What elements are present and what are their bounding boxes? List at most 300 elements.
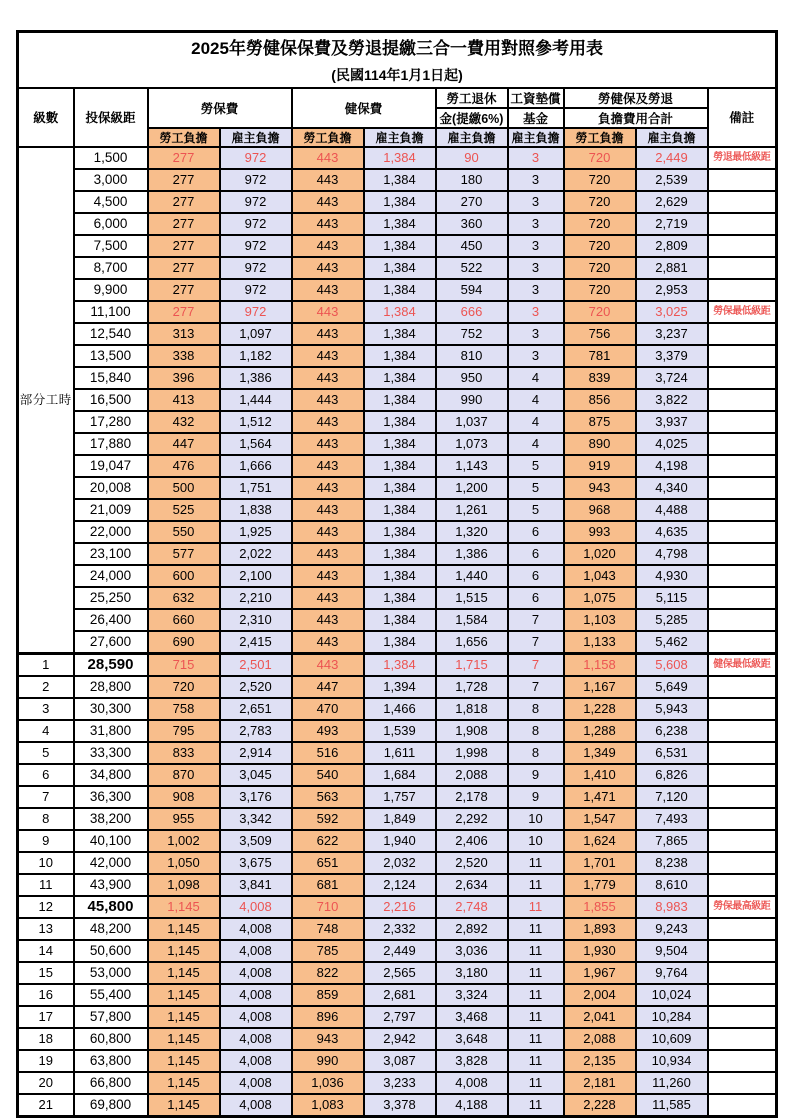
cell-level: 16 [18, 984, 74, 1006]
cell-health-employee: 443 [292, 455, 364, 477]
cell-pension-employer: 4,008 [436, 1072, 508, 1094]
cell-labor-employee: 632 [148, 587, 220, 609]
cell-bracket: 22,000 [74, 521, 148, 543]
cell-total-employer: 7,865 [636, 830, 708, 852]
cell-total-employee: 1,930 [564, 940, 636, 962]
subheader-labor-employer: 雇主負擔 [220, 128, 292, 147]
table-row [18, 477, 777, 499]
cell-health-employer: 1,384 [364, 169, 436, 191]
cell-health-employee: 443 [292, 609, 364, 631]
cell-total-employer: 5,943 [636, 698, 708, 720]
cell-health-employer: 1,611 [364, 742, 436, 764]
cell-bracket: 42,000 [74, 852, 148, 874]
cell-remark [708, 1050, 777, 1072]
cell-total-employer: 5,608 [636, 653, 708, 676]
cell-remark [708, 1094, 777, 1117]
cell-level: 13 [18, 918, 74, 940]
cell-health-employee: 470 [292, 698, 364, 720]
cell-remark [708, 345, 777, 367]
cell-pension-employer: 594 [436, 279, 508, 301]
cell-total-employee: 1,471 [564, 786, 636, 808]
cell-pension-employer: 180 [436, 169, 508, 191]
cell-bracket: 43,900 [74, 874, 148, 896]
cell-bracket: 1,500 [74, 147, 148, 169]
cell-health-employer: 1,940 [364, 830, 436, 852]
cell-health-employer: 2,942 [364, 1028, 436, 1050]
table-row [18, 389, 777, 411]
cell-level: 11 [18, 874, 74, 896]
cell-labor-employee: 277 [148, 147, 220, 169]
cell-bracket: 34,800 [74, 764, 148, 786]
table-row [18, 808, 777, 830]
cell-remark [708, 676, 777, 698]
cell-total-employee: 968 [564, 499, 636, 521]
cell-fund-employer: 7 [508, 609, 564, 631]
cell-health-employer: 1,539 [364, 720, 436, 742]
cell-total-employer: 4,340 [636, 477, 708, 499]
table-row [18, 984, 777, 1006]
cell-labor-employee: 447 [148, 433, 220, 455]
cell-labor-employee: 955 [148, 808, 220, 830]
cell-bracket: 69,800 [74, 1094, 148, 1117]
cell-labor-employee: 758 [148, 698, 220, 720]
cell-total-employer: 2,539 [636, 169, 708, 191]
cell-bracket: 6,000 [74, 213, 148, 235]
header-labor-insurance: 勞保費 [148, 88, 292, 128]
cell-fund-employer: 3 [508, 147, 564, 169]
cell-labor-employee: 277 [148, 191, 220, 213]
cell-health-employee: 443 [292, 543, 364, 565]
cell-health-employer: 1,384 [364, 301, 436, 323]
cell-remark [708, 521, 777, 543]
cell-labor-employer: 3,176 [220, 786, 292, 808]
cell-bracket: 31,800 [74, 720, 148, 742]
cell-remark [708, 235, 777, 257]
cell-labor-employer: 4,008 [220, 1072, 292, 1094]
table-row [18, 169, 777, 191]
cell-health-employee: 443 [292, 521, 364, 543]
cell-health-employer: 1,384 [364, 433, 436, 455]
cell-labor-employer: 2,783 [220, 720, 292, 742]
cell-remark [708, 764, 777, 786]
table-row [18, 345, 777, 367]
cell-labor-employer: 972 [220, 257, 292, 279]
cell-pension-employer: 950 [436, 367, 508, 389]
cell-fund-employer: 6 [508, 565, 564, 587]
cell-remark [708, 742, 777, 764]
cell-bracket: 40,100 [74, 830, 148, 852]
cell-bracket: 24,000 [74, 565, 148, 587]
table-row [18, 940, 777, 962]
cell-labor-employer: 2,022 [220, 543, 292, 565]
cell-health-employer: 1,384 [364, 235, 436, 257]
cell-health-employer: 1,384 [364, 411, 436, 433]
cell-bracket: 11,100 [74, 301, 148, 323]
cell-labor-employee: 432 [148, 411, 220, 433]
cell-labor-employer: 4,008 [220, 962, 292, 984]
cell-fund-employer: 8 [508, 698, 564, 720]
cell-health-employee: 443 [292, 477, 364, 499]
cell-health-employer: 1,757 [364, 786, 436, 808]
cell-pension-employer: 1,715 [436, 653, 508, 676]
cell-labor-employer: 972 [220, 213, 292, 235]
table-row [18, 191, 777, 213]
cell-level: 17 [18, 1006, 74, 1028]
cell-bracket: 36,300 [74, 786, 148, 808]
cell-level: 7 [18, 786, 74, 808]
cell-pension-employer: 360 [436, 213, 508, 235]
cell-pension-employer: 522 [436, 257, 508, 279]
cell-total-employee: 1,167 [564, 676, 636, 698]
cell-level: 14 [18, 940, 74, 962]
cell-health-employer: 1,384 [364, 609, 436, 631]
cell-total-employee: 1,228 [564, 698, 636, 720]
cell-labor-employee: 396 [148, 367, 220, 389]
cell-total-employer: 2,809 [636, 235, 708, 257]
cell-total-employee: 720 [564, 147, 636, 169]
cell-labor-employer: 3,045 [220, 764, 292, 786]
cell-health-employee: 651 [292, 852, 364, 874]
cell-pension-employer: 3,180 [436, 962, 508, 984]
cell-health-employer: 1,384 [364, 213, 436, 235]
cell-remark [708, 389, 777, 411]
cell-total-employer: 2,449 [636, 147, 708, 169]
cell-level: 21 [18, 1094, 74, 1117]
cell-health-employer: 2,681 [364, 984, 436, 1006]
cell-level: 20 [18, 1072, 74, 1094]
cell-health-employee: 443 [292, 499, 364, 521]
cell-total-employee: 720 [564, 257, 636, 279]
cell-health-employer: 1,384 [364, 477, 436, 499]
header-group-row-1 [18, 88, 777, 108]
cell-health-employee: 1,036 [292, 1072, 364, 1094]
cell-health-employer: 1,384 [364, 587, 436, 609]
cell-total-employee: 720 [564, 279, 636, 301]
cell-remark [708, 279, 777, 301]
cell-labor-employer: 4,008 [220, 1006, 292, 1028]
cell-total-employer: 4,798 [636, 543, 708, 565]
cell-remark [708, 565, 777, 587]
table-row [18, 433, 777, 455]
cell-health-employer: 2,449 [364, 940, 436, 962]
cell-total-employee: 856 [564, 389, 636, 411]
cell-total-employee: 720 [564, 301, 636, 323]
cell-labor-employer: 972 [220, 147, 292, 169]
cell-labor-employer: 2,210 [220, 587, 292, 609]
cell-labor-employee: 577 [148, 543, 220, 565]
table-row [18, 874, 777, 896]
cell-labor-employer: 4,008 [220, 918, 292, 940]
cell-labor-employee: 1,145 [148, 1050, 220, 1072]
cell-pension-employer: 1,386 [436, 543, 508, 565]
cell-remark [708, 191, 777, 213]
cell-labor-employee: 277 [148, 301, 220, 323]
cell-labor-employee: 1,050 [148, 852, 220, 874]
cell-labor-employee: 1,145 [148, 984, 220, 1006]
cell-labor-employer: 1,925 [220, 521, 292, 543]
cell-health-employer: 1,384 [364, 455, 436, 477]
cell-total-employee: 943 [564, 477, 636, 499]
cell-total-employer: 2,719 [636, 213, 708, 235]
cell-bracket: 38,200 [74, 808, 148, 830]
cell-pension-employer: 3,828 [436, 1050, 508, 1072]
cell-health-employer: 3,087 [364, 1050, 436, 1072]
cell-bracket: 27,600 [74, 631, 148, 654]
cell-labor-employer: 972 [220, 235, 292, 257]
cell-health-employer: 1,394 [364, 676, 436, 698]
cell-pension-employer: 1,584 [436, 609, 508, 631]
cell-bracket: 63,800 [74, 1050, 148, 1072]
page-title: 2025年勞健保保費及勞退提繳三合一費用對照參考用表 [191, 38, 603, 58]
cell-labor-employee: 720 [148, 676, 220, 698]
table-row [18, 830, 777, 852]
cell-total-employer: 7,120 [636, 786, 708, 808]
cell-health-employee: 447 [292, 676, 364, 698]
cell-remark [708, 786, 777, 808]
cell-total-employee: 1,547 [564, 808, 636, 830]
cell-total-employee: 1,779 [564, 874, 636, 896]
subheader-labor-employee: 勞工負擔 [148, 128, 220, 147]
cell-level: 6 [18, 764, 74, 786]
cell-health-employee: 540 [292, 764, 364, 786]
cell-labor-employee: 660 [148, 609, 220, 631]
cell-pension-employer: 752 [436, 323, 508, 345]
cell-labor-employer: 1,512 [220, 411, 292, 433]
subheader-total-employee: 勞工負擔 [564, 128, 636, 147]
cell-level: 9 [18, 830, 74, 852]
cell-labor-employer: 2,914 [220, 742, 292, 764]
cell-pension-employer: 1,261 [436, 499, 508, 521]
cell-total-employer: 3,724 [636, 367, 708, 389]
cell-labor-employee: 600 [148, 565, 220, 587]
title-row [18, 32, 777, 88]
cell-labor-employer: 1,444 [220, 389, 292, 411]
cell-fund-employer: 10 [508, 830, 564, 852]
cell-health-employer: 2,565 [364, 962, 436, 984]
cell-labor-employee: 500 [148, 477, 220, 499]
table-row [18, 852, 777, 874]
cell-fund-employer: 11 [508, 984, 564, 1006]
cell-pension-employer: 1,073 [436, 433, 508, 455]
table-row [18, 1072, 777, 1094]
cell-fund-employer: 8 [508, 742, 564, 764]
table-row [18, 1050, 777, 1072]
table-row [18, 742, 777, 764]
cell-health-employee: 443 [292, 235, 364, 257]
cell-fund-employer: 11 [508, 940, 564, 962]
cell-labor-employee: 550 [148, 521, 220, 543]
cell-health-employee: 443 [292, 367, 364, 389]
cell-health-employee: 443 [292, 433, 364, 455]
table-row [18, 962, 777, 984]
cell-health-employee: 443 [292, 169, 364, 191]
cell-labor-employer: 3,841 [220, 874, 292, 896]
table-row [18, 565, 777, 587]
cell-fund-employer: 3 [508, 169, 564, 191]
cell-total-employer: 3,379 [636, 345, 708, 367]
cell-total-employee: 720 [564, 191, 636, 213]
cell-labor-employer: 1,386 [220, 367, 292, 389]
cell-pension-employer: 1,656 [436, 631, 508, 654]
header-pension-line1: 勞工退休 [436, 88, 508, 108]
cell-bracket: 53,000 [74, 962, 148, 984]
cell-health-employee: 443 [292, 323, 364, 345]
cell-bracket: 3,000 [74, 169, 148, 191]
cell-bracket: 16,500 [74, 389, 148, 411]
cell-labor-employer: 972 [220, 169, 292, 191]
cell-pension-employer: 450 [436, 235, 508, 257]
cell-labor-employee: 833 [148, 742, 220, 764]
cell-total-employer: 6,238 [636, 720, 708, 742]
cell-health-employee: 516 [292, 742, 364, 764]
cell-total-employer: 4,488 [636, 499, 708, 521]
cell-health-employer: 1,384 [364, 521, 436, 543]
cell-total-employer: 5,115 [636, 587, 708, 609]
cell-health-employer: 3,233 [364, 1072, 436, 1094]
cell-remark [708, 874, 777, 896]
cell-remark [708, 962, 777, 984]
cell-total-employer: 6,826 [636, 764, 708, 786]
cell-labor-employee: 1,145 [148, 1028, 220, 1050]
cell-total-employee: 1,043 [564, 565, 636, 587]
cell-total-employer: 5,462 [636, 631, 708, 654]
cell-total-employee: 756 [564, 323, 636, 345]
cell-bracket: 55,400 [74, 984, 148, 1006]
cell-pension-employer: 2,748 [436, 896, 508, 918]
cell-labor-employee: 1,098 [148, 874, 220, 896]
cell-remark [708, 323, 777, 345]
cell-total-employee: 1,410 [564, 764, 636, 786]
cell-remark [708, 433, 777, 455]
header-health-insurance: 健保費 [292, 88, 436, 128]
table-row [18, 1094, 777, 1117]
cell-health-employee: 859 [292, 984, 364, 1006]
cell-fund-employer: 4 [508, 389, 564, 411]
cell-pension-employer: 2,406 [436, 830, 508, 852]
cell-fund-employer: 3 [508, 345, 564, 367]
table-row [18, 521, 777, 543]
cell-health-employee: 592 [292, 808, 364, 830]
cell-health-employer: 1,384 [364, 345, 436, 367]
table-row [18, 367, 777, 389]
cell-total-employee: 1,855 [564, 896, 636, 918]
cell-health-employer: 2,124 [364, 874, 436, 896]
cell-health-employer: 1,684 [364, 764, 436, 786]
cell-health-employer: 1,384 [364, 653, 436, 676]
cell-health-employee: 1,083 [292, 1094, 364, 1117]
cell-fund-employer: 6 [508, 543, 564, 565]
cell-fund-employer: 3 [508, 301, 564, 323]
cell-health-employee: 443 [292, 411, 364, 433]
cell-pension-employer: 1,515 [436, 587, 508, 609]
cell-labor-employer: 2,310 [220, 609, 292, 631]
cell-health-employee: 563 [292, 786, 364, 808]
cell-labor-employee: 1,145 [148, 1006, 220, 1028]
cell-health-employer: 2,032 [364, 852, 436, 874]
cell-total-employer: 3,822 [636, 389, 708, 411]
cell-labor-employee: 690 [148, 631, 220, 654]
cell-labor-employee: 1,145 [148, 962, 220, 984]
table-row [18, 455, 777, 477]
cell-labor-employer: 4,008 [220, 984, 292, 1006]
cell-pension-employer: 1,728 [436, 676, 508, 698]
cell-health-employee: 443 [292, 631, 364, 654]
cell-health-employee: 822 [292, 962, 364, 984]
table-row [18, 323, 777, 345]
cell-health-employee: 443 [292, 389, 364, 411]
cell-health-employer: 2,332 [364, 918, 436, 940]
header-bracket: 投保級距 [74, 88, 148, 147]
cell-health-employer: 1,384 [364, 147, 436, 169]
cell-total-employer: 7,493 [636, 808, 708, 830]
cell-labor-employee: 277 [148, 257, 220, 279]
cell-health-employee: 896 [292, 1006, 364, 1028]
cell-remark [708, 1006, 777, 1028]
cell-pension-employer: 2,088 [436, 764, 508, 786]
cell-bracket: 17,880 [74, 433, 148, 455]
cell-health-employee: 443 [292, 345, 364, 367]
cell-fund-employer: 5 [508, 455, 564, 477]
cell-total-employee: 1,158 [564, 653, 636, 676]
cell-remark [708, 940, 777, 962]
cell-total-employer: 3,937 [636, 411, 708, 433]
cell-total-employee: 2,228 [564, 1094, 636, 1117]
cell-bracket: 9,900 [74, 279, 148, 301]
cell-pension-employer: 666 [436, 301, 508, 323]
cell-total-employee: 875 [564, 411, 636, 433]
cell-pension-employer: 1,998 [436, 742, 508, 764]
cell-total-employer: 10,024 [636, 984, 708, 1006]
cell-bracket: 30,300 [74, 698, 148, 720]
cell-labor-employer: 2,520 [220, 676, 292, 698]
cell-total-employer: 2,881 [636, 257, 708, 279]
table-row [18, 411, 777, 433]
cell-labor-employer: 972 [220, 301, 292, 323]
cell-remark [708, 213, 777, 235]
page-subtitle: (民國114年1月1日起) [331, 66, 463, 83]
table-row [18, 587, 777, 609]
cell-health-employee: 622 [292, 830, 364, 852]
cell-labor-employee: 277 [148, 213, 220, 235]
cell-health-employee: 443 [292, 653, 364, 676]
cell-labor-employee: 1,145 [148, 940, 220, 962]
cell-labor-employer: 2,100 [220, 565, 292, 587]
cell-bracket: 21,009 [74, 499, 148, 521]
cell-labor-employee: 313 [148, 323, 220, 345]
cell-bracket: 19,047 [74, 455, 148, 477]
table-row [18, 235, 777, 257]
cell-bracket: 28,800 [74, 676, 148, 698]
cell-labor-employee: 277 [148, 235, 220, 257]
cell-total-employee: 720 [564, 169, 636, 191]
cell-fund-employer: 3 [508, 257, 564, 279]
cell-labor-employer: 972 [220, 279, 292, 301]
table-row [18, 896, 777, 918]
cell-bracket: 15,840 [74, 367, 148, 389]
table-row [18, 147, 777, 169]
cell-total-employer: 10,934 [636, 1050, 708, 1072]
cell-fund-employer: 6 [508, 521, 564, 543]
table-row [18, 609, 777, 631]
cell-fund-employer: 9 [508, 764, 564, 786]
cell-level: 10 [18, 852, 74, 874]
cell-total-employer: 5,649 [636, 676, 708, 698]
cell-health-employer: 1,384 [364, 389, 436, 411]
cell-health-employee: 748 [292, 918, 364, 940]
cell-remark [708, 830, 777, 852]
cell-total-employee: 2,181 [564, 1072, 636, 1094]
cell-labor-employee: 277 [148, 169, 220, 191]
